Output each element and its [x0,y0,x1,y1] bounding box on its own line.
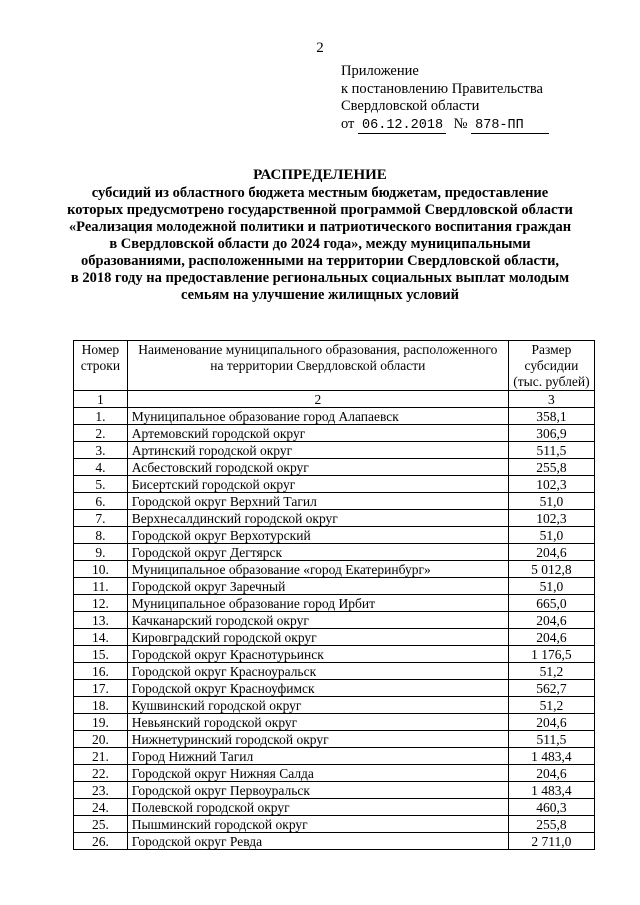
municipality-cell: Муниципальное образование «город Екатеринбург» [127,561,508,578]
subsidy-cell: 102,3 [508,476,594,493]
header-municipality: Наименование муниципального образования, расположенного на территории Свердловской области [127,341,508,391]
municipality-cell: Городской округ Заречный [127,578,508,595]
municipality-cell: Асбестовский городской округ [127,459,508,476]
table-row [74,578,595,595]
subsidy-cell: 51,0 [508,493,594,510]
resolution-date: 06.12.2018 [358,118,446,134]
table-row [74,476,595,493]
subsidy-cell: 51,0 [508,527,594,544]
table-row [74,544,595,561]
table-header-row [74,341,595,391]
municipality-cell: Невьянский городской округ [127,714,508,731]
table-row [74,833,595,850]
title-main: РАСПРЕДЕЛЕНИЕ [253,167,387,183]
row-number-cell: 21. [74,748,128,765]
title-line: семьям на улучшение жилищных условий [180,287,460,303]
municipality-cell: Городской округ Верхотурский [127,527,508,544]
municipality-cell: Муниципальное образование город Алапаевск [127,408,508,425]
row-number-cell: 20. [74,731,128,748]
municipality-cell: Городской округ Краснотурьинск [127,646,508,663]
row-number-cell: 4. [74,459,128,476]
row-number-cell: 18. [74,697,128,714]
municipality-cell: Пышминский городской округ [127,816,508,833]
municipality-cell: Качканарский городской округ [127,612,508,629]
row-number-cell: 17. [74,680,128,697]
table-row [74,595,595,612]
subsidy-cell: 255,8 [508,816,594,833]
municipality-cell: Город Нижний Тагил [127,748,508,765]
table-row [74,663,595,680]
subsidy-cell: 51,0 [508,578,594,595]
subsidy-cell: 358,1 [508,408,594,425]
row-number-cell: 9. [74,544,128,561]
title-line: «Реализация молодежной политики и патриотического воспитания граждан [68,219,572,235]
resolution-number: 878-ПП [471,118,549,134]
municipality-cell: Муниципальное образование город Ирбит [127,595,508,612]
title-line: которых предусмотрено государственной программой Свердловской области [67,202,573,218]
subsidy-cell: 511,5 [508,442,594,459]
appendix-line-1: Приложение [341,63,419,79]
row-number-cell: 3. [74,442,128,459]
subsidy-cell: 51,2 [508,663,594,680]
municipality-cell: Городской округ Верхний Тагил [127,493,508,510]
row-number-cell: 16. [74,663,128,680]
row-number-cell: 2. [74,425,128,442]
page-number: 2 [316,40,324,56]
table-row [74,408,595,425]
municipality-cell: Городской округ Первоуральск [127,782,508,799]
municipality-cell: Бисертский городской округ [127,476,508,493]
row-number-cell: 23. [74,782,128,799]
municipality-cell: Городской округ Красноуральск [127,663,508,680]
row-number-cell: 10. [74,561,128,578]
table-row [74,527,595,544]
table-row [74,493,595,510]
column-number-row [74,391,595,408]
row-number-cell: 5. [74,476,128,493]
table-row [74,646,595,663]
table-row [74,629,595,646]
subsidy-cell: 204,6 [508,612,594,629]
column-number: 2 [127,391,508,408]
municipality-cell: Городской округ Нижняя Салда [127,765,508,782]
municipality-cell: Кировградский городской округ [127,629,508,646]
subsidy-cell: 1 483,4 [508,782,594,799]
row-number-cell: 6. [74,493,128,510]
title-line: в Свердловской области до 2024 года», между муниципальными [109,236,531,252]
appendix-line-2: к постановлению Правительства [341,80,543,97]
subsidy-cell: 204,6 [508,629,594,646]
table-row [74,561,595,578]
subsidy-cell: 665,0 [508,595,594,612]
subsidy-cell: 204,6 [508,765,594,782]
subsidy-cell: 2 711,0 [508,833,594,850]
subsidy-cell: 204,6 [508,544,594,561]
subsidy-cell: 204,6 [508,714,594,731]
municipality-cell: Нижнетуринский городской округ [127,731,508,748]
title-line: образованиями, расположенными на территории Свердловской области, [80,253,560,269]
table-row [74,612,595,629]
row-number-cell: 11. [74,578,128,595]
table-row [74,799,595,816]
title-line: в 2018 году на предоставление региональных социальных выплат молодым [70,270,570,286]
subsidy-cell: 1 176,5 [508,646,594,663]
row-number-cell: 13. [74,612,128,629]
header-row-number: Номер строки [74,341,128,391]
subsidy-cell: 255,8 [508,459,594,476]
row-number-cell: 7. [74,510,128,527]
row-number-cell: 12. [74,595,128,612]
row-number-cell: 24. [74,799,128,816]
municipality-cell: Городской округ Ревда [127,833,508,850]
row-number-cell: 25. [74,816,128,833]
table-row [74,714,595,731]
table-row [74,697,595,714]
appendix-doc-line [341,116,549,134]
column-number: 1 [74,391,128,408]
row-number-cell: 19. [74,714,128,731]
table-row [74,748,595,765]
table-row [74,680,595,697]
table-row [74,731,595,748]
title-line: субсидий из областного бюджета местным бюджетам, предоставление [91,185,549,201]
municipality-cell: Городской округ Дегтярск [127,544,508,561]
appendix-line-3: Свердловской области [341,98,480,114]
distribution-table [73,340,595,850]
municipality-cell: Полевской городской округ [127,799,508,816]
table-row [74,782,595,799]
municipality-cell: Городской округ Красноуфимск [127,680,508,697]
subsidy-cell: 306,9 [508,425,594,442]
table-row [74,765,595,782]
subsidy-cell: 1 483,4 [508,748,594,765]
row-number-cell: 1. [74,408,128,425]
subsidy-cell: 511,5 [508,731,594,748]
table-row [74,459,595,476]
number-prefix: № [453,115,468,132]
row-number-cell: 15. [74,646,128,663]
date-prefix: от [341,115,355,132]
row-number-cell: 8. [74,527,128,544]
subsidy-cell: 5 012,8 [508,561,594,578]
row-number-cell: 14. [74,629,128,646]
appendix-block [341,63,549,134]
subsidy-cell: 460,3 [508,799,594,816]
subsidy-cell: 102,3 [508,510,594,527]
row-number-cell: 26. [74,833,128,850]
municipality-cell: Кушвинский городской округ [127,697,508,714]
municipality-cell: Артинский городской округ [127,442,508,459]
subsidy-cell: 51,2 [508,697,594,714]
title-subtitle [40,185,600,304]
document-title [40,167,600,304]
table-row [74,816,595,833]
municipality-cell: Верхнесалдинский городской округ [127,510,508,527]
row-number-cell: 22. [74,765,128,782]
municipality-cell: Артемовский городской округ [127,425,508,442]
column-number: 3 [508,391,594,408]
header-subsidy: Размер субсидии (тыс. рублей) [508,341,594,391]
subsidy-cell: 562,7 [508,680,594,697]
table-body [74,408,595,850]
table-row [74,425,595,442]
table-row [74,510,595,527]
table-row [74,442,595,459]
